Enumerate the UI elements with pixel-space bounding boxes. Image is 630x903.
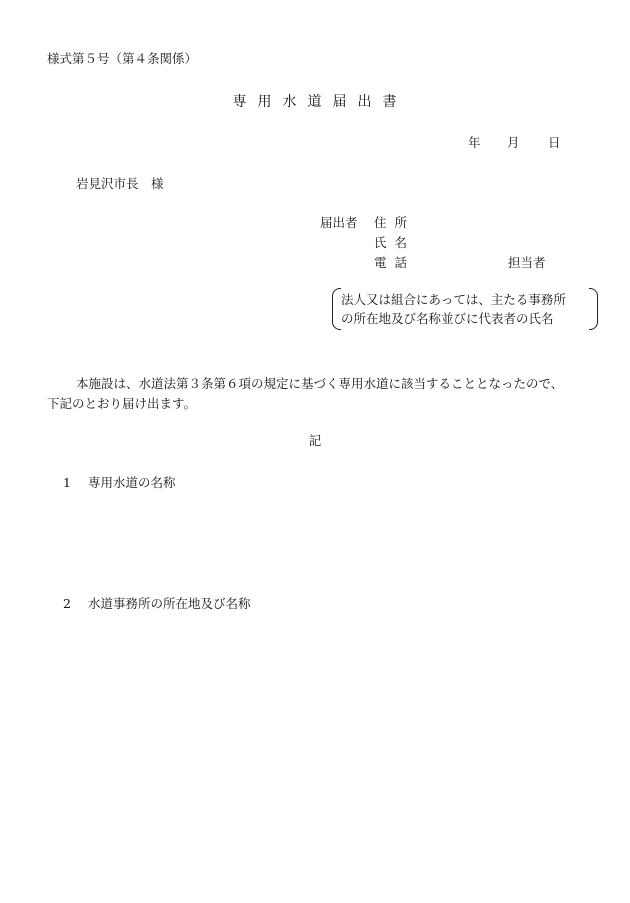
body-text-line1: 本施設は、水道法第３条第６項の規定に基づく専用水道に該当することとなったので、	[76, 376, 564, 391]
ki-heading: 記	[308, 433, 322, 448]
item-number: 1	[63, 475, 71, 490]
item-label: 専用水道の名称	[88, 475, 176, 490]
form-number: 様式第５号（第４条関係）	[47, 51, 198, 66]
title-char: 書	[382, 94, 398, 110]
name-label: 氏名	[374, 235, 416, 250]
item-label: 水道事務所の所在地及び名称	[88, 596, 251, 611]
title-char: 届	[332, 94, 348, 110]
date-month-label: 月	[507, 135, 520, 150]
corporate-note-line1: 法人又は組合にあっては、主たる事務所	[341, 292, 566, 307]
date-year-label: 年	[468, 135, 481, 150]
right-bracket	[589, 288, 598, 330]
corporate-note	[332, 288, 598, 332]
title-char: 用	[257, 94, 273, 110]
title-char: 道	[307, 94, 323, 110]
date-day-label: 日	[548, 135, 561, 150]
body-text-line2: 下記のとおり届け出ます。	[47, 396, 197, 411]
contact-person-label: 担当者	[508, 255, 546, 270]
item-number: 2	[63, 596, 71, 611]
phone-label: 電話	[374, 255, 416, 270]
document-title	[0, 95, 630, 109]
left-bracket	[332, 288, 341, 330]
addressee: 岩見沢市長 様	[76, 176, 164, 191]
title-char: 専	[232, 94, 248, 110]
submitter-label: 届出者	[320, 215, 358, 230]
title-char: 水	[282, 94, 298, 110]
corporate-note-line2: の所在地及び名称並びに代表者の氏名	[341, 311, 554, 326]
address-label: 住所	[374, 215, 416, 230]
title-char: 出	[357, 94, 373, 110]
